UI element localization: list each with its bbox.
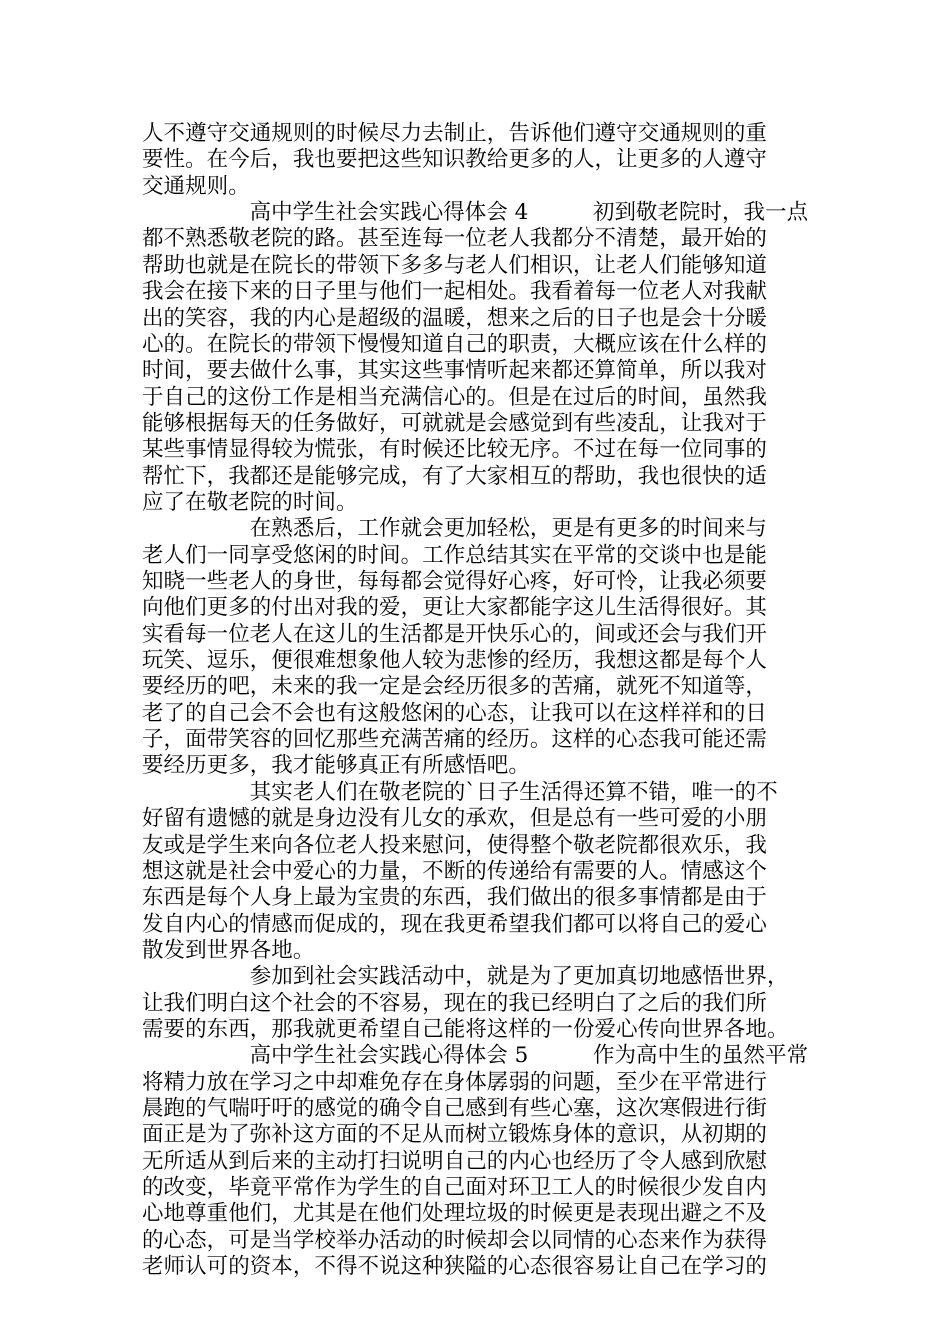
text-line: 要经历更多，我才能够真正有所感悟吧。 — [142, 753, 530, 779]
text-line: 实看每一位老人在这儿的生活都是开快乐心的，间或还会与我们开 — [142, 621, 767, 647]
text-line: 某些事情显得较为慌张，有时候还比较无序。不过在每一位同事的 — [142, 437, 767, 463]
text-line: 其实老人们在敬老院的`日子生活得还算不错，唯一的不 — [142, 779, 778, 805]
text-line: 老人们一同享受悠闲的时间。工作总结其实在平常的交谈中也是能 — [142, 542, 767, 568]
text-line: 要经历的吧，未来的我一定是会经历很多的苦痛，就死不知道等， — [142, 674, 767, 700]
text-line: 要性。在今后，我也要把这些知识教给更多的人，让更多的人遵守 — [142, 147, 767, 173]
text-line: 晨跑的气喘吁吁的感觉的确令自己感到有些心塞，这次寒假进行街 — [142, 1096, 767, 1121]
text-line: 出的笑容，我的内心是超级的温暖，想来之后的日子也是会十分暖 — [142, 305, 767, 331]
text-line: 友或是学生来向各位老人投来慰问，使得整个敬老院都很欢乐，我 — [142, 832, 767, 858]
text-line: 向他们更多的付出对我的爱，更让大家都能字这儿生活得很好。其 — [142, 595, 767, 621]
text-line: 心的。在院长的带领下慢慢知道自己的职责，大概应该在什么样的 — [142, 331, 767, 357]
text-line: 好留有遗憾的就是身边没有儿女的承欢，但是总有一些可爱的小朋 — [142, 806, 767, 832]
text-line: 心地尊重他们，尤其是在他们处理垃圾的时候更是表现出避之不及 — [142, 1201, 767, 1227]
text-line: 子，面带笑容的回忆那些充满苦痛的经历。这样的心态我可能还需 — [142, 727, 767, 753]
text-line: 的改变，毕竟平常作为学生的自己面对环卫工人的时候很少发自内 — [142, 1175, 767, 1200]
text-line: 东西是每个人身上最为宝贵的东西，我们做出的很多事情都是由于 — [142, 885, 767, 911]
text-line: 参加到社会实践活动中，就是为了更加真切地感悟世界， — [142, 964, 789, 990]
text-line: 在熟悉后，工作就会更加轻松，更是有更多的时间来与 — [142, 516, 767, 542]
text-line: 都不熟悉敬老院的路。甚至连每一位老人我都分不清楚，最开始的 — [142, 226, 767, 252]
text-line: 帮忙下，我都还是能够完成，有了大家相互的帮助，我也很快的适 — [142, 463, 767, 489]
text-line: 高中学生社会实践心得体会 5 作为高中生的虽然平常 — [142, 1043, 809, 1069]
text-line: 发自内心的情感而促成的，现在我更希望我们都可以将自己的爱心 — [142, 911, 767, 937]
text-line: 知晓一些老人的身世，每每都会觉得好心疼，好可怜，让我必须要 — [142, 569, 767, 594]
text-line: 应了在敬老院的时间。 — [142, 489, 358, 515]
text-line: 的心态，可是当学校举办活动的时候却会以同情的心态来作为获得 — [142, 1227, 767, 1253]
text-line: 我会在接下来的日子里与他们一起相处。我看着每一位老人对我献 — [142, 279, 767, 305]
text-line: 让我们明白这个社会的不容易，现在的我已经明白了之后的我们所 — [142, 990, 767, 1016]
text-line: 玩笑、逗乐，便很难想象他人较为悲惨的经历，我想这都是每个人 — [142, 648, 767, 673]
text-line: 将精力放在学习之中却难免存在身体孱弱的问题，至少在平常进行 — [142, 1069, 767, 1095]
text-line: 散发到世界各地。 — [142, 937, 315, 963]
text-line: 老了的自己会不会也有这般悠闲的心态，让我可以在这样祥和的日 — [142, 700, 767, 726]
text-line: 于自己的这份工作是相当充满信心的。但是在过后的时间，虽然我 — [142, 384, 767, 410]
text-line: 帮助也就是在院长的带领下多多与老人们相识，让老人们能够知道 — [142, 252, 767, 278]
text-line: 面正是为了弥补这方面的不足从而树立锻炼身体的意识，从初期的 — [142, 1122, 767, 1148]
text-line: 需要的东西，那我就更希望自己能将这样的一份爱心传向世界各地。 — [142, 1016, 789, 1042]
text-line: 人不遵守交通规则的时候尽力去制止，告诉他们遵守交通规则的重 — [142, 121, 767, 146]
text-line: 时间，要去做什么事，其实这些事情听起来都还算简单，所以我对 — [142, 358, 767, 384]
text-line: 想这就是社会中爱心的力量，不断的传递给有需要的人。情感这个 — [142, 858, 767, 884]
text-line: 能够根据每天的任务做好，可就就是会感觉到有些凌乱，让我对于 — [142, 410, 767, 436]
text-line: 高中学生社会实践心得体会 4 初到敬老院时，我一点 — [142, 200, 809, 226]
text-line: 老师认可的资本，不得不说这种狭隘的心态很容易让自己在学习的 — [142, 1254, 767, 1279]
text-line: 无所适从到后来的主动打扫说明自己的内心也经历了令人感到欣慰 — [142, 1148, 767, 1174]
text-line: 交通规则。 — [142, 173, 250, 199]
